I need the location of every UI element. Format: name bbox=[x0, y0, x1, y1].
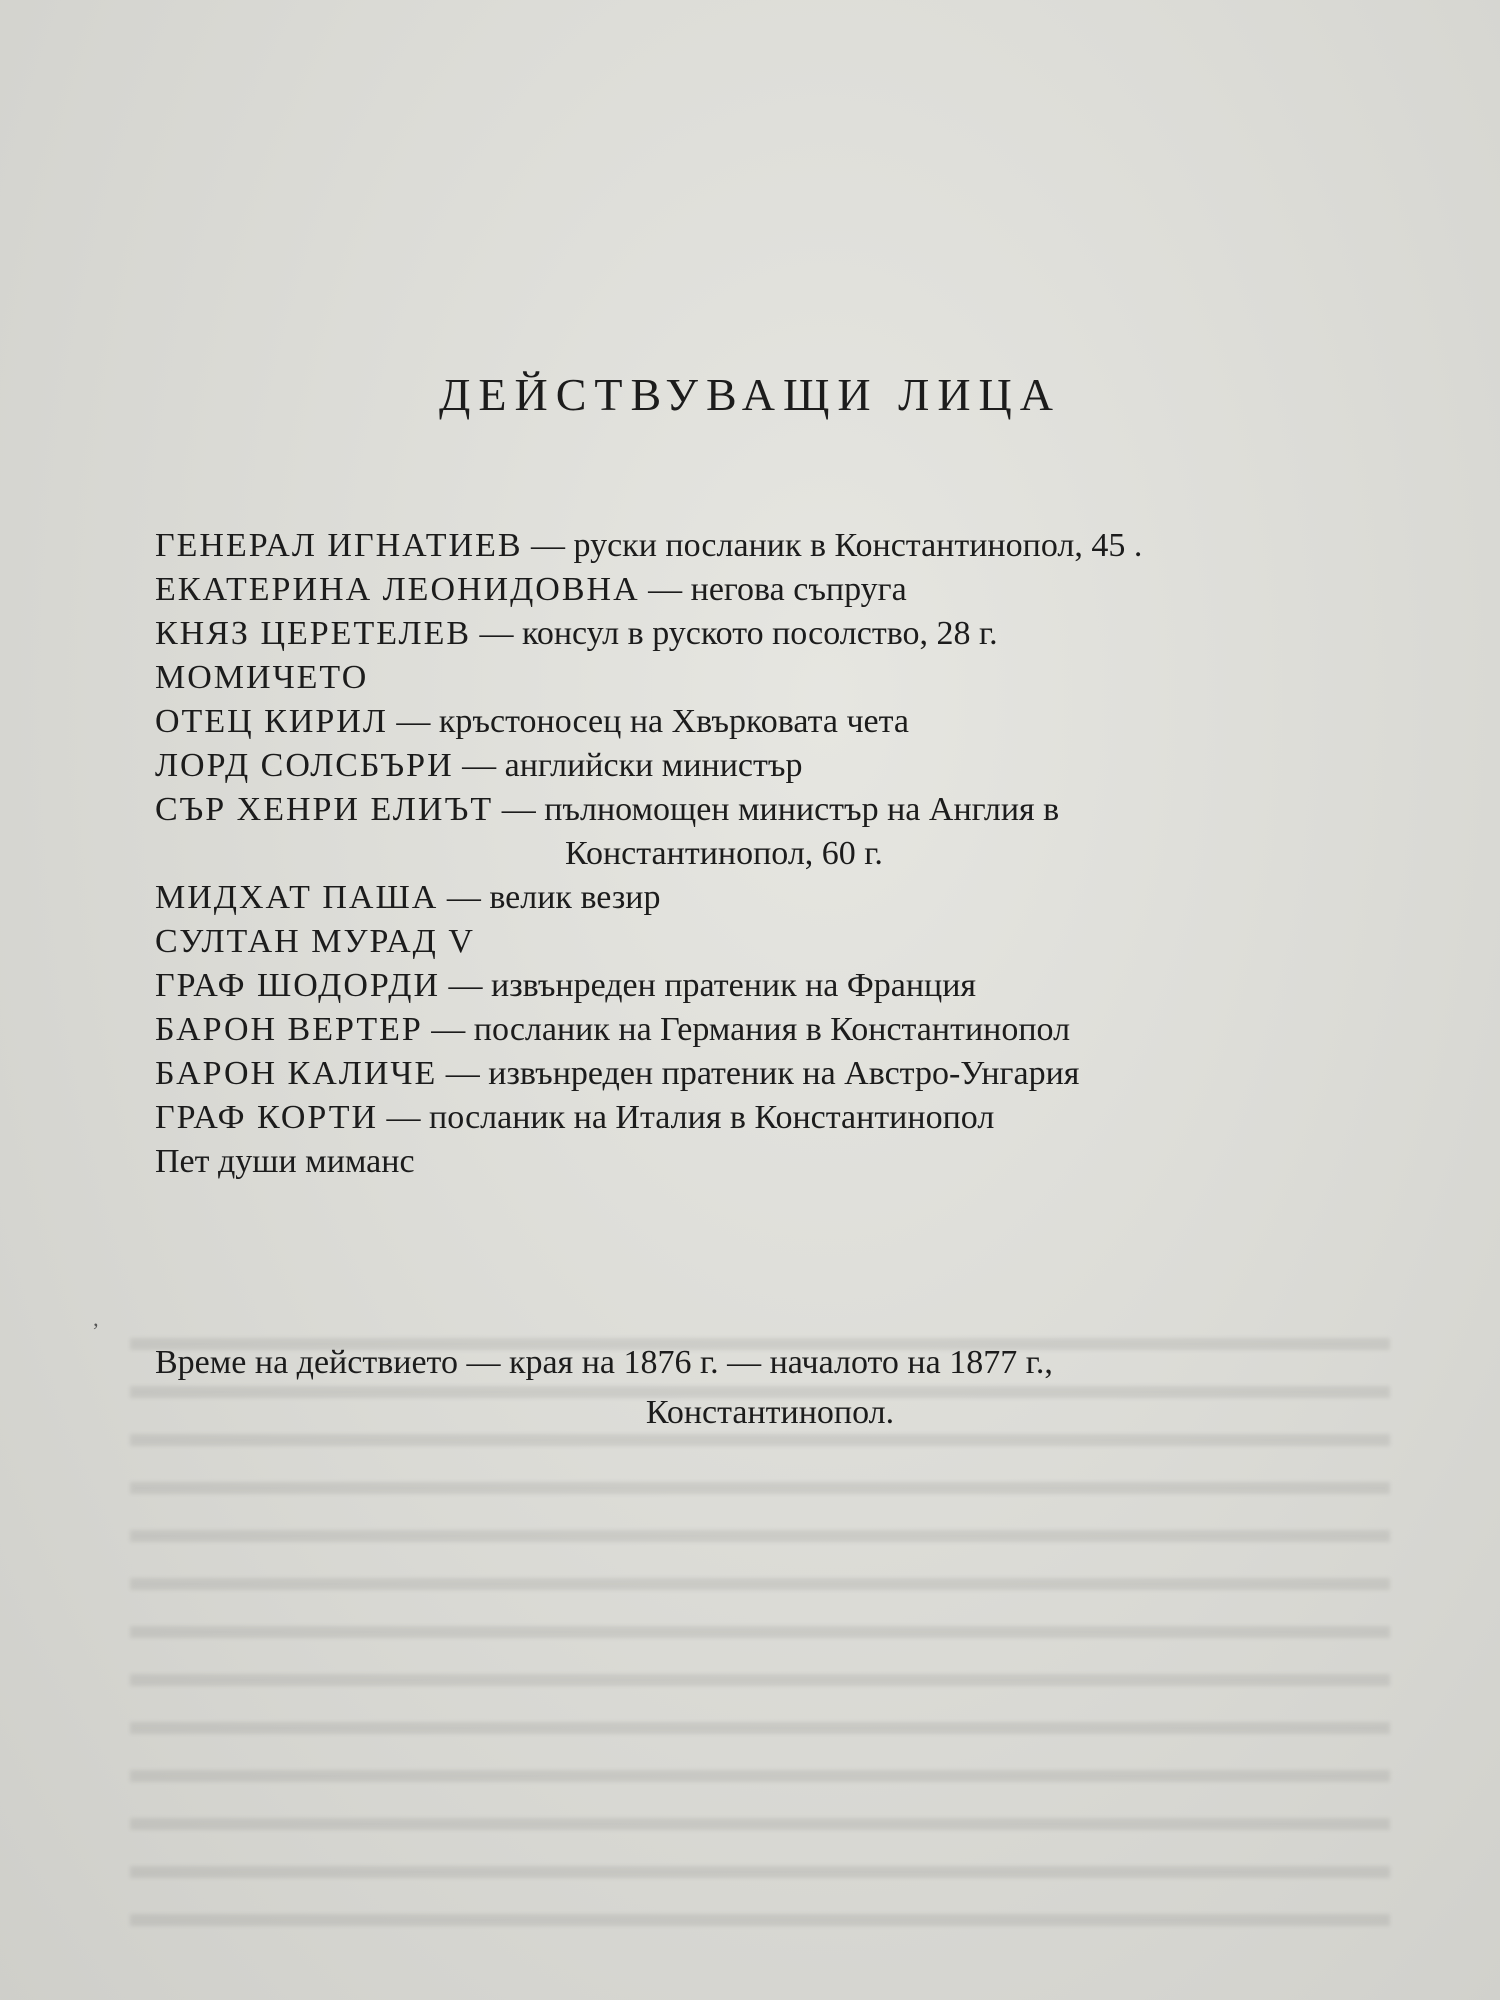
cast-entry bbox=[155, 656, 1385, 700]
character-description: — извънреден пратеник на Австро-Унгария bbox=[445, 1055, 1080, 1092]
character-name: ГРАФ КОРТИ bbox=[155, 1099, 379, 1136]
character-name: ЛОРД СОЛСБЪРИ bbox=[155, 747, 454, 784]
character-description: — руски посланик в Константинопол, 45 . bbox=[531, 527, 1143, 564]
cast-entry bbox=[155, 920, 1385, 964]
cast-entry bbox=[155, 1096, 1385, 1140]
character-name: СУЛТАН МУРАД V bbox=[155, 923, 475, 960]
setting-note bbox=[155, 1338, 1385, 1438]
character-description: — кръстоносец на Хвърковата чета bbox=[396, 703, 909, 740]
setting-place: Константинопол. bbox=[645, 1394, 895, 1431]
cast-entry bbox=[155, 1008, 1385, 1052]
character-name: ЕКАТЕРИНА ЛЕОНИДОВНА bbox=[155, 571, 640, 608]
ink-speck: ’ bbox=[92, 1318, 100, 1343]
cast-entry bbox=[155, 524, 1385, 568]
cast-list bbox=[155, 524, 1385, 1184]
cast-entry bbox=[155, 744, 1385, 788]
setting-time: Време на действието — края на 1876 г. — началото на 1877 г., bbox=[155, 1344, 1053, 1381]
cast-entry bbox=[155, 700, 1385, 744]
cast-entry bbox=[155, 788, 1385, 832]
cast-entry bbox=[155, 964, 1385, 1008]
cast-entry bbox=[155, 1052, 1385, 1096]
character-name: КНЯЗ ЦЕРЕТЕЛЕВ bbox=[155, 615, 472, 652]
character-description: — посланик на Италия в Константинопол bbox=[386, 1099, 995, 1136]
character-description: — консул в руското посолство, 28 г. bbox=[479, 615, 998, 652]
character-name: ОТЕЦ КИРИЛ bbox=[155, 703, 388, 740]
page-title: ДЕЙСТВУВАЩИ ЛИЦА bbox=[439, 369, 1061, 420]
character-description: — пълномощен министър на Англия в bbox=[501, 791, 1060, 828]
character-name: ГРАФ ШОДОРДИ bbox=[155, 967, 440, 1004]
character-name: МИДХАТ ПАША bbox=[155, 879, 439, 916]
character-name: СЪР ХЕНРИ ЕЛИЪТ bbox=[155, 791, 494, 828]
character-description: — английски министър bbox=[462, 747, 803, 784]
cast-entry-continuation: Константинопол, 60 г. bbox=[565, 835, 883, 872]
character-description: — велик везир bbox=[446, 879, 661, 916]
character-name: ГЕНЕРАЛ ИГНАТИЕВ bbox=[155, 527, 523, 564]
character-name: БАРОН КАЛИЧЕ bbox=[155, 1055, 438, 1092]
character-description: — извънреден пратеник на Франция bbox=[448, 967, 977, 1004]
character-description: — негова съпруга bbox=[648, 571, 907, 608]
character-description: — посланик на Германия в Константинопол bbox=[431, 1011, 1071, 1048]
extras-line: Пет души миманс bbox=[155, 1143, 415, 1180]
cast-entry bbox=[155, 568, 1385, 612]
cast-entry bbox=[155, 612, 1385, 656]
character-name: БАРОН ВЕРТЕР bbox=[155, 1011, 423, 1048]
character-name: МОМИЧЕТО bbox=[155, 659, 369, 696]
cast-entry bbox=[155, 876, 1385, 920]
